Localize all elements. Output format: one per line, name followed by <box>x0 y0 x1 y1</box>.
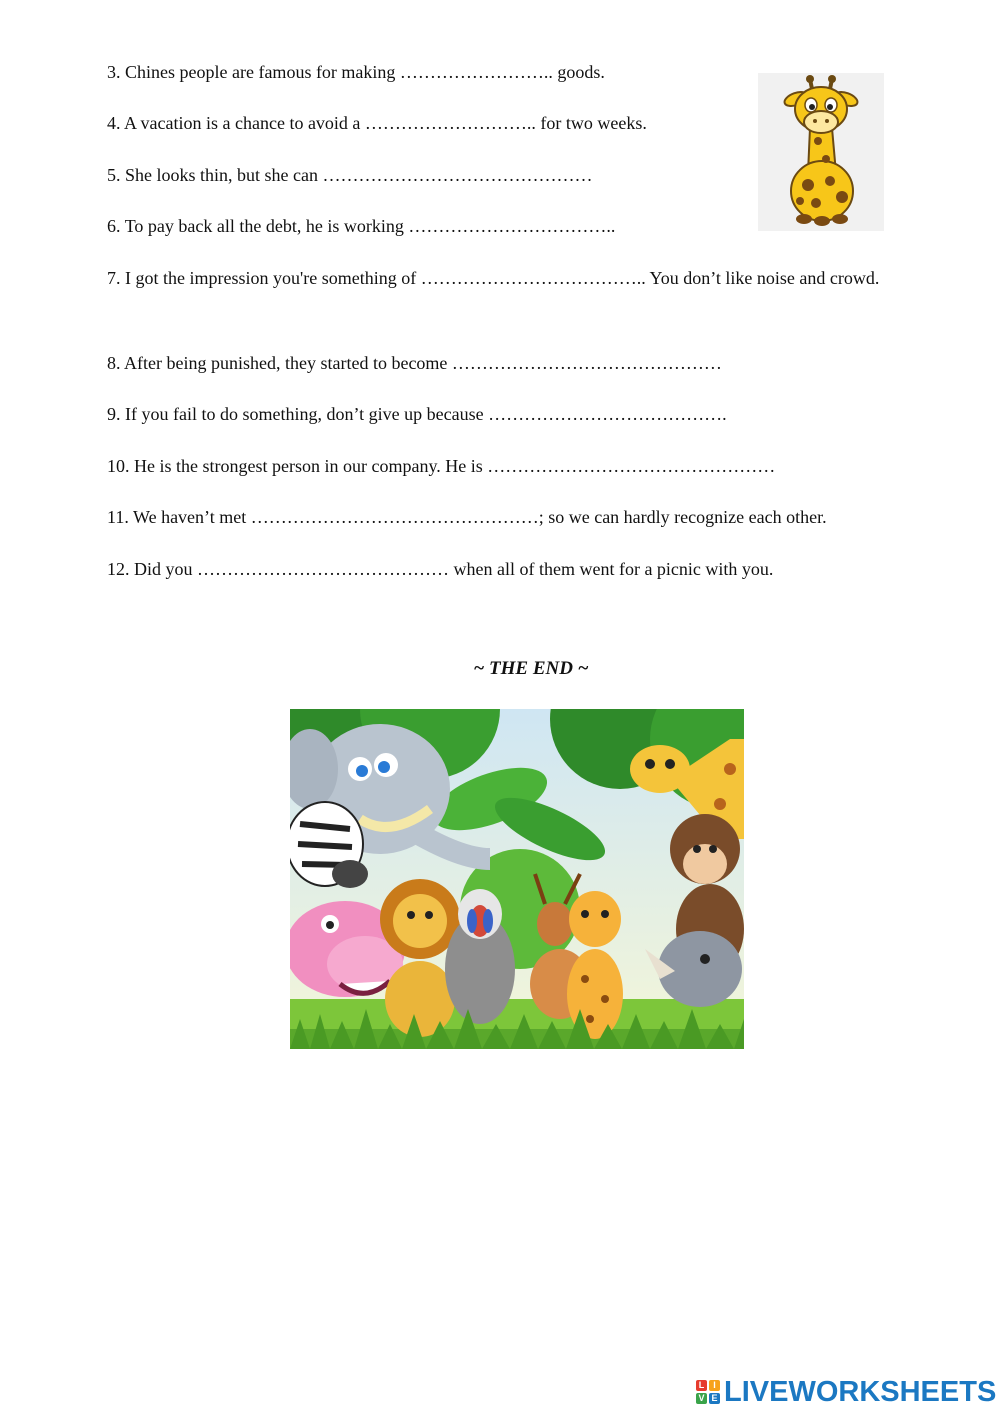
exercise-text: I got the impression you're something of ……………………………….. You don’t like noise and crowd. <box>125 268 880 288</box>
exercise-number: 8. <box>107 353 121 373</box>
exercise-5 <box>107 158 592 192</box>
exercise-text: Did you …………………………………… when all of them went for a picnic with you. <box>134 559 774 579</box>
exercise-number: 4. <box>107 113 121 133</box>
exercise-7 <box>107 261 917 295</box>
exercise-number: 10. <box>107 456 130 476</box>
jungle-animals-illustration <box>290 709 744 1049</box>
exercise-9 <box>107 397 727 431</box>
jungle-image <box>290 709 744 1049</box>
exercise-number: 11. <box>107 507 129 527</box>
the-end-heading: ~ THE END ~ <box>473 658 589 679</box>
exercise-text: Chines people are famous for making …………………….. goods. <box>125 62 605 82</box>
exercise-number: 12. <box>107 559 130 579</box>
exercise-text: She looks thin, but she can ……………………………………… <box>125 165 593 185</box>
giraffe-icon <box>758 73 884 231</box>
exercise-number: 6. <box>107 216 121 236</box>
exercise-8 <box>107 346 722 380</box>
giraffe-image <box>758 73 884 231</box>
logo-blocks-icon: L I V E <box>696 1380 720 1404</box>
exercise-6 <box>107 209 615 243</box>
exercise-text: A vacation is a chance to avoid a ……………………….. for two weeks. <box>124 113 647 133</box>
exercise-text: If you fail to do something, don’t give up because …………………………………. <box>125 404 727 424</box>
exercise-number: 9. <box>107 404 121 424</box>
exercise-10 <box>107 449 775 483</box>
exercise-text: To pay back all the debt, he is working …………………………….. <box>124 216 616 236</box>
exercise-text: He is the strongest person in our company. He is ………………………………………… <box>134 456 776 476</box>
exercise-3 <box>107 55 605 89</box>
logo-text: LIVEWORKSHEETS <box>724 1375 997 1408</box>
exercise-number: 7. <box>107 268 121 288</box>
exercise-4 <box>107 106 647 140</box>
exercise-11 <box>107 500 827 534</box>
exercise-text: After being punished, they started to become ……………………………………… <box>124 353 722 373</box>
liveworksheets-logo[interactable] <box>696 1375 996 1409</box>
exercise-number: 5. <box>107 165 121 185</box>
exercise-text: We haven’t met …………………………………………; so we can hardly recognize each other. <box>133 507 827 527</box>
exercise-12 <box>107 552 773 586</box>
exercise-number: 3. <box>107 62 121 82</box>
